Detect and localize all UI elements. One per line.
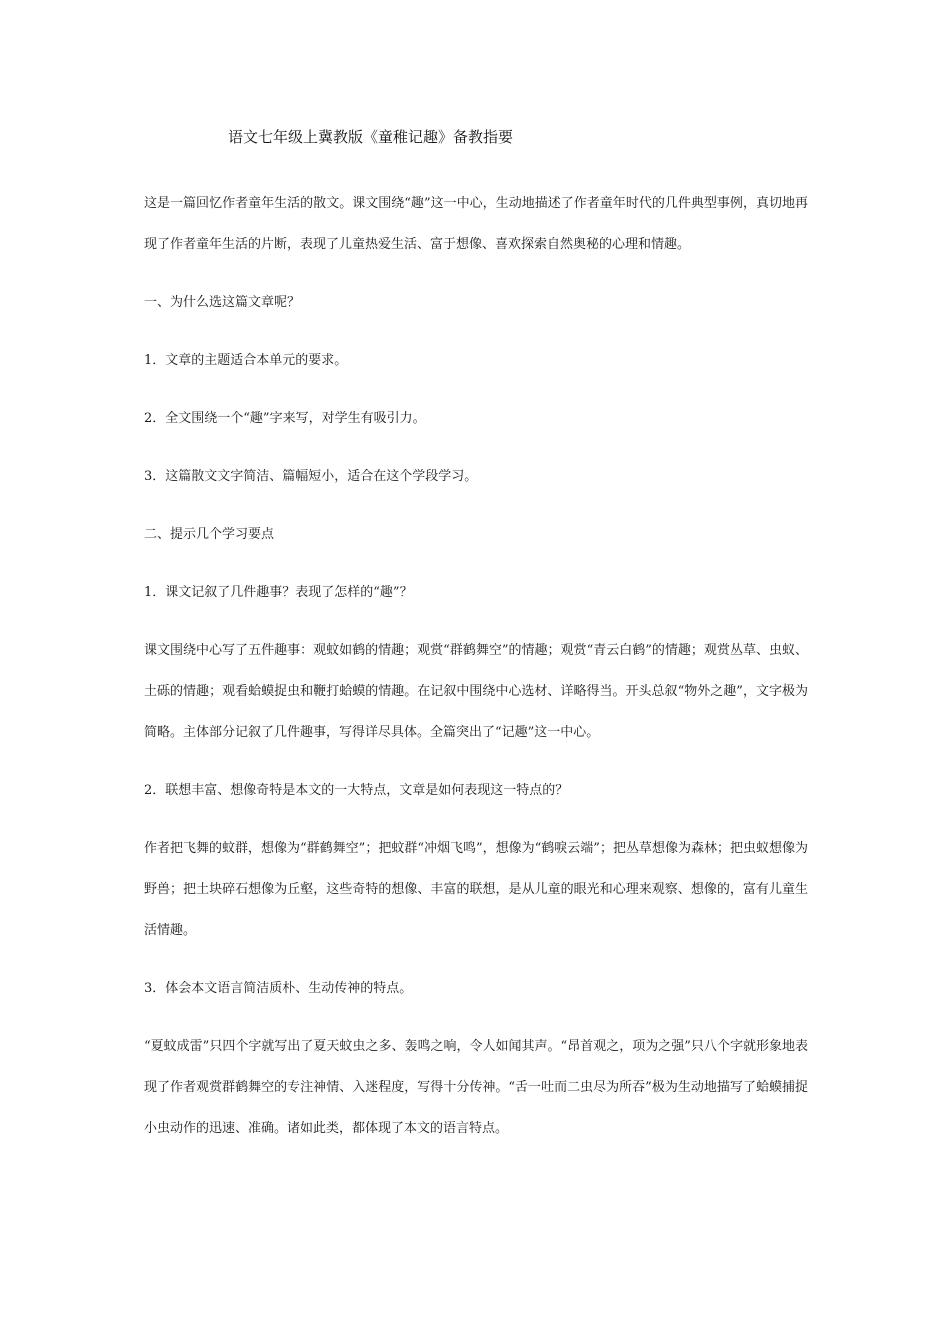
list-item: 1．文章的主题适合本单元的要求。 <box>144 353 348 368</box>
document-body <box>144 183 808 1149</box>
document-title: 语文七年级上冀教版《童稚记趣》备教指要 <box>228 128 514 146</box>
intro-paragraph: 这是一篇回忆作者童年生活的散文。课文围绕“趣”这一中心，生动地描述了作者童年时代的几件典型事例，真切地再现了作者童年生活的片断，表现了儿童热爱生活、富于想像、喜欢探索自然奥秘的心理和情趣。 <box>144 196 808 252</box>
question-heading: 3．体会本文语言简洁质朴、生动传神的特点。 <box>144 981 413 996</box>
section-heading-1: 一、为什么选这篇文章呢？ <box>144 295 301 310</box>
answer-paragraph: 作者把飞舞的蚊群，想像为“群鹤舞空”；把蚊群“冲烟飞鸣”，想像为“鹤唳云端”；把丛草想像为森林；把虫蚁想像为野兽；把土块碎石想像为丘壑，这些奇特的想像、丰富的联想，是从儿童的眼光和心理来观察、想像的，富有儿童生活情趣。 <box>144 841 808 938</box>
list-item: 2．全文围绕一个“趣”字来写，对学生有吸引力。 <box>144 411 426 426</box>
section-heading-2: 二、提示几个学习要点 <box>144 527 275 542</box>
question-heading: 1．课文记叙了几件趣事？表现了怎样的“趣”？ <box>144 585 413 600</box>
answer-paragraph: 课文围绕中心写了五件趣事：观蚊如鹤的情趣；观赏“群鹤舞空”的情趣；观赏“青云白鹤”的情趣；观赏丛草、虫蚁、土砾的情趣；观看蛤蟆捉虫和鞭打蛤蟆的情趣。在记叙中围绕中心选材、详略得当。开头总叙“物外之趣”，文字极为简略。主体部分记叙了几件趣事，写得详尽具体。全篇突出了“记趣”这一中心。 <box>144 643 808 740</box>
question-heading: 2．联想丰富、想像奇特是本文的一大特点，文章是如何表现这一特点的？ <box>144 783 569 798</box>
answer-paragraph: “夏蚊成雷”只四个字就写出了夏天蚊虫之多、轰鸣之响，令人如闻其声。“昂首观之，项为之强”只八个字就形象地表现了作者观赏群鹤舞空的专注神情、入迷程度，写得十分传神。“舌一吐而二虫尽为所吞”极为生动地描写了蛤蟆捕捉小虫动作的迅速、准确。诸如此类，都体现了本文的语言特点。 <box>144 1039 808 1136</box>
list-item: 3．这篇散文文字简洁、篇幅短小，适合在这个学段学习。 <box>144 469 478 484</box>
